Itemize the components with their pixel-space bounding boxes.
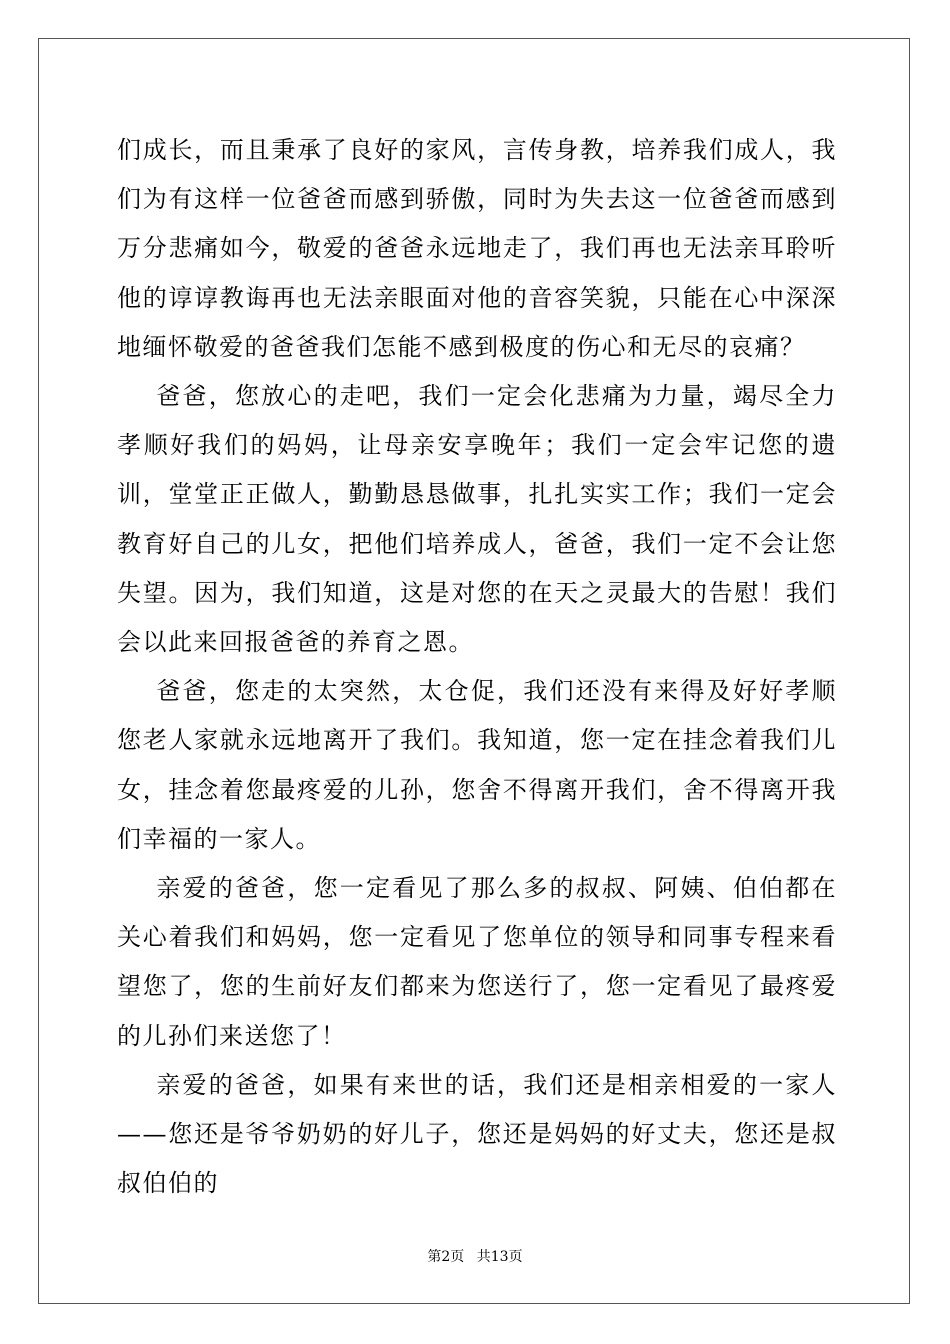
paragraph-1: 们成长，而且秉承了良好的家风，言传身教，培养我们成人，我们为有这样一位爸爸而感到骄傲，同时为失去这一位爸爸而感到万分悲痛如今，敬爱的爸爸永远地走了，我们再也无法亲耳聆听他的谆谆教诲再也无法亲眼面对他的音容笑貌，只能在心中深深地缅怀敬爱的爸爸我们怎能不感到极度的伤心和无尽的哀痛？ bbox=[117, 136, 837, 361]
document-body bbox=[117, 126, 837, 1208]
paragraph-5: 亲爱的爸爸，如果有来世的话，我们还是相亲相爱的一家人——您还是爷爷奶奶的好儿子，您还是妈妈的好丈夫，您还是叔叔伯伯的 bbox=[117, 1070, 838, 1198]
page-number: 第2页 bbox=[427, 1249, 465, 1265]
paragraph-4: 亲爱的爸爸，您一定看见了那么多的叔叔、阿姨、伯伯都在关心着我们和妈妈，您一定看见了您单位的领导和同事专程来看望您了，您的生前好友们都来为您送行了，您一定看见了最疼爱的儿孙们来送您了！ bbox=[117, 874, 838, 1050]
page-total: 共13页 bbox=[476, 1249, 523, 1265]
page-footer bbox=[0, 1246, 950, 1266]
paragraph-3: 爸爸，您走的太突然，太仓促，我们还没有来得及好好孝顺您老人家就永远地离开了我们。我知道，您一定在挂念着我们儿女，挂念着您最疼爱的儿孙，您舍不得离开我们，舍不得离开我们幸福的一家人。 bbox=[117, 677, 838, 853]
paragraph-2: 爸爸，您放心的走吧，我们一定会化悲痛为力量，竭尽全力孝顺好我们的妈妈，让母亲安享晚年；我们一定会牢记您的遗训，堂堂正正做人，勤勤恳恳做事，扎扎实实工作；我们一定会教育好自己的儿女，把他们培养成人，爸爸，我们一定不会让您失望。因为，我们知道，这是对您的在天之灵最大的告慰！我们会以此来回报爸爸的养育之恩。 bbox=[117, 382, 838, 657]
